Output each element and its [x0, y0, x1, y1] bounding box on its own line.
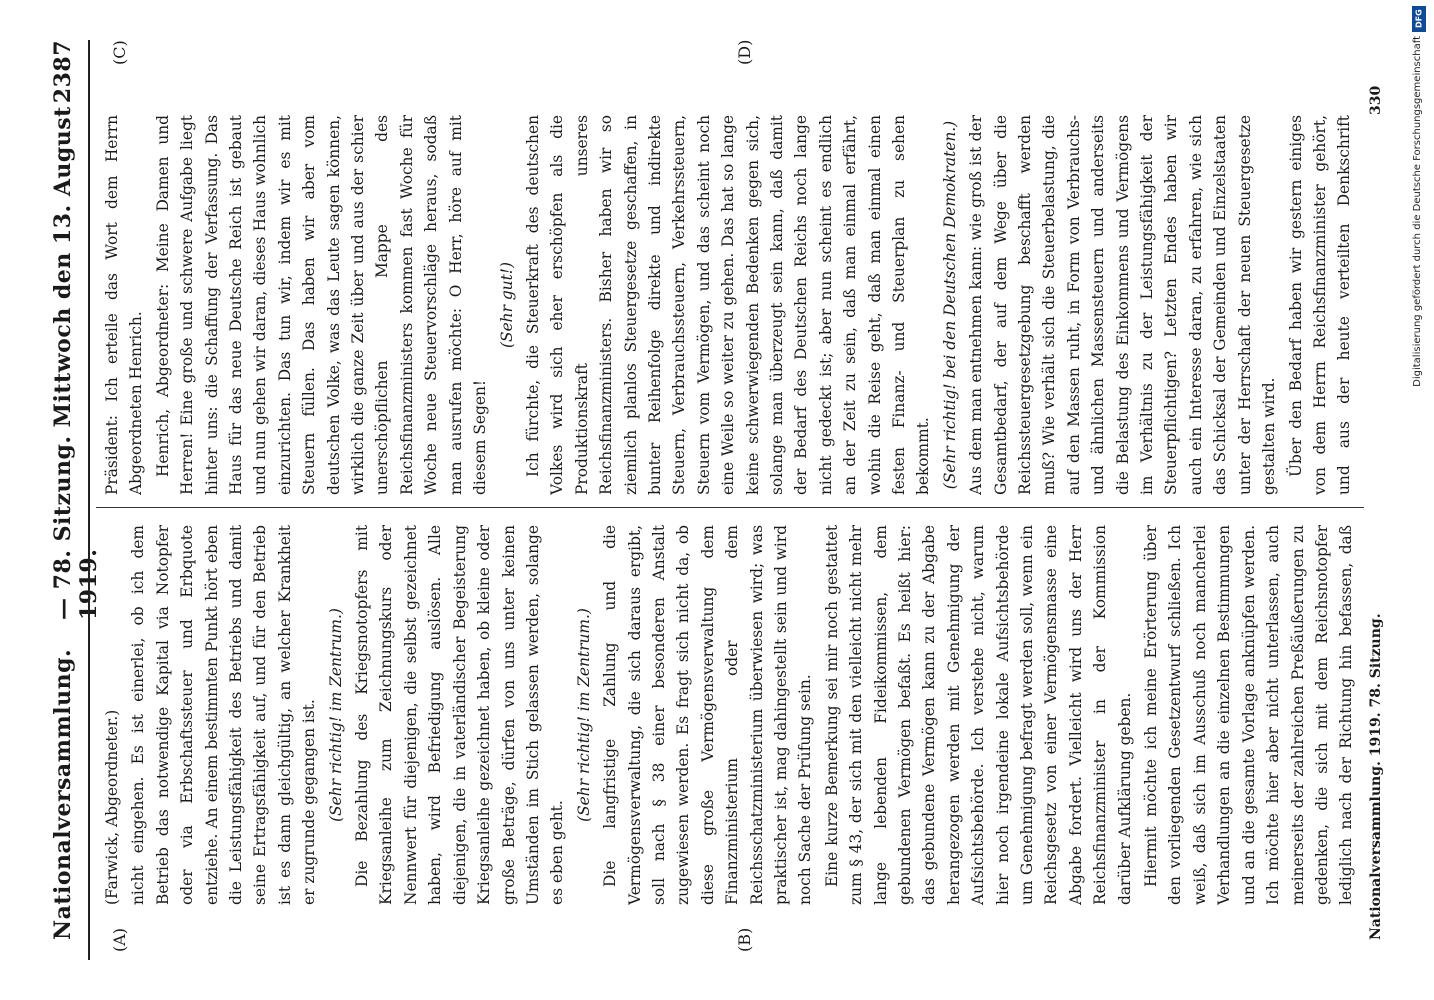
footer-page-number: 330: [1368, 85, 1384, 115]
right-column: [100, 115, 1360, 495]
interjection: (Sehr gut!): [497, 262, 516, 348]
footer-left: Nationalversammlung. 1919. 78. Sitzung.: [1368, 613, 1384, 940]
dfg-sidebar: [1400, 0, 1434, 1000]
paragraph: Die langfristige Zahlung und die Vermögensverwaltung, die sich daraus ergibt, soll nach § 38 einer besonderen Anstalt zugewiesen werden. Es fragt sich nicht da, ob diese große Vermögensverwaltung dem Finanzministerium oder dem Reichsschatzministerium überwiesen wird; was praktischer ist, mag dahingestellt sein und wird noch Sache der Prüfung sein.: [601, 525, 815, 905]
margin-marker-c: (C): [110, 40, 129, 65]
paragraph: Über den Bedarf haben wir gestern einiges von dem Herrn Reichsfinanzminister gehört, und aus der heute verteilten Denkschrift: [1286, 115, 1354, 495]
paragraph: Ich fürchte, die Steuerkraft des deutschen Volkes wird sich eher erschöpfen als die Produktionskraft unseres Reichsfinanzministers. Bisher haben wir so ziemlich planlos Steuergesetze geschaffen, in bunter Reihenfolge direkte und indirekte Steuern, Verbrauchssteuern, Verkehrssteuern, Steuern vom Vermögen, und das scheint noch eine Weile so weiter zu gehen. Das hat so lange keine schwerwiegenden Bedenken gegen sich, solange man überzeugt sein kann, daß damit der Bedarf des Deutschen Reichs noch lange nicht gedeckt ist; aber nun scheint es endlich an der Zeit zu sein, daß man einmal erfährt, wohin die Reise geht, daß man einmal einen festen Finanz- und Steuerplan zu sehen bekommt.: [523, 115, 933, 495]
paragraph: nicht eingehen. Es ist einerlei, ob ich dem Betrieb das notwendige Kapital via Notopfer oder via Erbschaftssteuer und Erbquote entziehe. An einem bestimmten Punkt hört eben die Leistungsfähigkeit des Betriebs und damit seine Ertragsfähigkeit auf, und für den Betrieb ist es dann gleichgültig, an welcher Krankheit er zugrunde gegangen ist.: [129, 525, 319, 905]
interjection: (Sehr richtig! im Zentrum.): [326, 608, 345, 822]
header-left: Nationalversammlung.: [50, 648, 76, 940]
paragraph: Die Bezahlung des Kriegsnotopfers mit Kriegsanleihe zum Zeichnungskurs oder Nennwert für diejenigen, die selbst gezeichnet haben, wird Befriedigung auslösen. Alle diejenigen, die in vaterländischer Begeisterung Kriegsanleihe gezeichnet haben, ob kleine oder große Beträge, dürfen von uns unter keinen Umständen im Stich gelassen werden, solange es eben geht.: [353, 525, 567, 905]
paragraph: Hiermit möchte ich meine Erörterung über den vorliegenden Gesetzentwurf schließen. Ich weiß, daß sich im Ausschuß noch mancherlei Verhandlungen an die einzelnen Bestimmungen und an die gesamte Vorlage anknüpfen werden. Ich möchte hier aber nicht unterlassen, auch meinerseits der zahlreichen Preßäußerungen zu gedenken, die sich mit dem Reichsnotopfer lediglich nach der Richtung hin befassen, daß: [1142, 525, 1356, 905]
page-number: 2387: [50, 40, 76, 104]
header-rule: [88, 40, 90, 960]
column-divider: [96, 507, 1364, 508]
margin-marker-d: (D): [735, 39, 754, 65]
dfg-logo: DFG: [1412, 6, 1426, 32]
dfg-notice: Digitalisierung gefördert durch die Deutsche Forschungsgemeinschaft: [1412, 36, 1423, 387]
paragraph: Präsident: Ich erteile das Wort dem Herrn Abgeordneten Henrich.: [103, 115, 146, 495]
page-header: [42, 40, 102, 940]
header-date: — 78. Sitzung. Mittwoch den 13. August 1919.: [50, 106, 102, 620]
paragraph: Henrich, Abgeordneter: Meine Damen und Herren! Eine große und schwere Aufgabe liegt hinter uns: die Schaffung der Verfassung. Das Haus für das neue Deutsche Reich ist gebaut und nun gehen wir daran, dieses Haus wohnlich einzurichten. Das tun wir, indem wir es mit Steuern füllen. Das haben wir aber vom deutschen Volke, was das Leute sagen können, wirklich die ganze Zeit über und aus der schier unerschöpflichen Mappe des Reichsfinanzministers kommen fast Woche für Woche neue Steuervorschläge heraus, sodaß man ausrufen möchte: O Herr, höre auf mit diesem Segen!: [153, 115, 490, 495]
left-column: [100, 525, 1360, 905]
paragraph: Aus dem man entnehmen kann: wie groß ist der Gesamtbedarf, der auf dem Wege über die Reichssteuergesetzgebung beschafft werden muß? Wie verhält sich die Steuerbelastung, die auf den Massen ruht, in Form von Verbrauchs- und ähnlichen Massensteuern und anderseits die Belastung des Einkommens und Vermögens im Verhältnis zu der Leistungsfähigkeit der Steuerpflichtigen? Letzten Endes haben wir auch ein Interesse daran, zu erfahren, wie sich das Schicksal der Gemeinden und Einzelstaaten unter der Herrschaft der neuen Steuergesetze gestalten wird.: [967, 115, 1279, 495]
margin-marker-a: (A): [110, 927, 129, 952]
paragraph: (Farwick, Abgeordneter.): [103, 709, 121, 905]
margin-marker-b: (B): [735, 927, 754, 952]
paragraph: Eine kurze Bemerkung sei mir noch gestattet zum § 43, der sich mit den vielleicht nicht mehr lange lebenden Fideikommissen, dem gebundenen Vermögen befaßt. Es heißt hier: das gebundene Vermögen kann zu der Abgabe herangezogen werden mit Genehmigung der Aufsichtsbehörde. Ich verstehe nicht, warum hier noch irgendeine lokale Aufsichtsbehörde um Genehmigung befragt werden soll, wenn ein Reichsgesetz von einer Vermögensmasse eine Abgabe fordert. Vielleicht wird uns der Herr Reichsfinanzminister in der Kommission darüber Aufklärung geben.: [822, 525, 1134, 905]
interjection: (Sehr richtig! im Zentrum.): [574, 608, 593, 822]
interjection: (Sehr richtig! bei den Deutschen Demokraten.): [940, 120, 959, 490]
